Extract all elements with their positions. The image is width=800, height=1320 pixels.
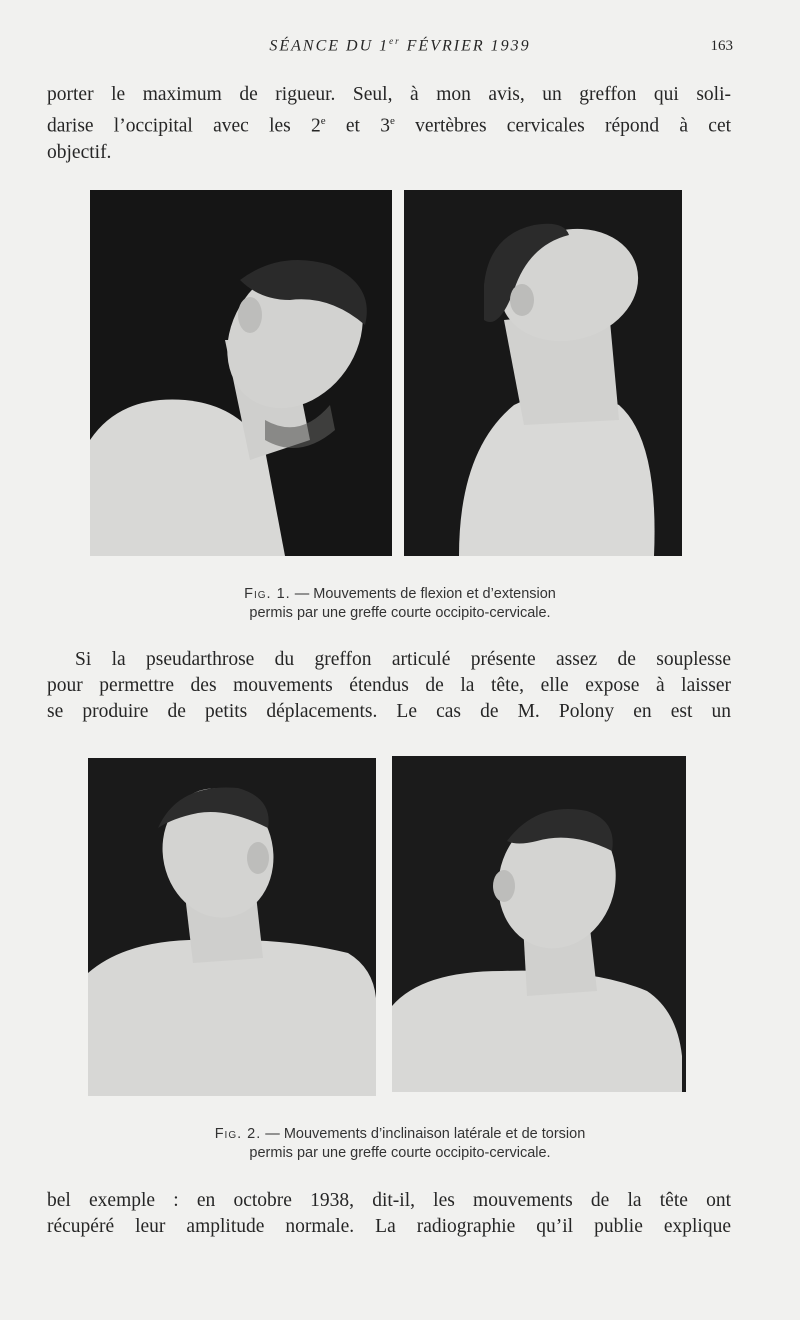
figure-1-photo-flexion (90, 190, 392, 556)
page-header (0, 36, 800, 60)
paragraph-2 (47, 647, 731, 725)
paragraph-2-line-2: pour permettre des mouvements étendus de la tête, elle expose à laisser (47, 675, 731, 696)
figure-2-caption-line-1: Fig. 2. — Mouvements d’inclinaison latérale et de torsion (214, 1126, 586, 1142)
running-head-date: FÉVRIER 1939 (400, 37, 531, 55)
paragraph-1 (47, 82, 731, 166)
paragraph-3-line-2: récupéré leur amplitude normale. La radiographie qu’il publie explique (47, 1216, 731, 1237)
figure-2-caption-line-2: permis par une greffe courte occipito-cervicale. (249, 1145, 551, 1161)
figure-2-caption (0, 1125, 800, 1163)
page-number: 163 (710, 38, 733, 54)
figure-2-photo-lateral-inclination (88, 758, 376, 1096)
paragraph-3 (47, 1188, 731, 1240)
paragraph-1-line-1: porter le maximum de rigueur. Seul, à mon avis, un greffon qui soli- (47, 84, 731, 105)
figure-1-caption-line-2: permis par une greffe courte occipito-cervicale. (249, 605, 551, 621)
figure-2-photo-torsion (392, 756, 686, 1092)
figure-2-label: Fig. 2. (214, 1126, 262, 1142)
figure-1-label: Fig. 1. (244, 586, 291, 602)
figure-1-caption-line-1: Fig. 1. — Mouvements de flexion et d’extension (244, 586, 556, 602)
running-head-text: SÉANCE DU 1 (269, 37, 390, 55)
paragraph-1-line-2: darise l’occipital avec les 2e et 3e vertèbres cervicales répond à cet (47, 115, 732, 137)
figure-1-photo-extension (404, 190, 682, 556)
running-head (0, 36, 800, 55)
figure-1-caption (0, 585, 800, 623)
paragraph-2-line-3: se produire de petits déplacements. Le cas de M. Polony en est un (47, 701, 731, 722)
paragraph-2-line-1: Si la pseudarthrose du greffon articulé présente assez de souplesse (75, 649, 731, 670)
paragraph-3-line-1: bel exemple : en octobre 1938, dit-il, les mouvements de la tête ont (47, 1190, 731, 1211)
running-head-superscript: er (389, 36, 401, 46)
paragraph-1-line-3: objectif. (47, 141, 112, 163)
